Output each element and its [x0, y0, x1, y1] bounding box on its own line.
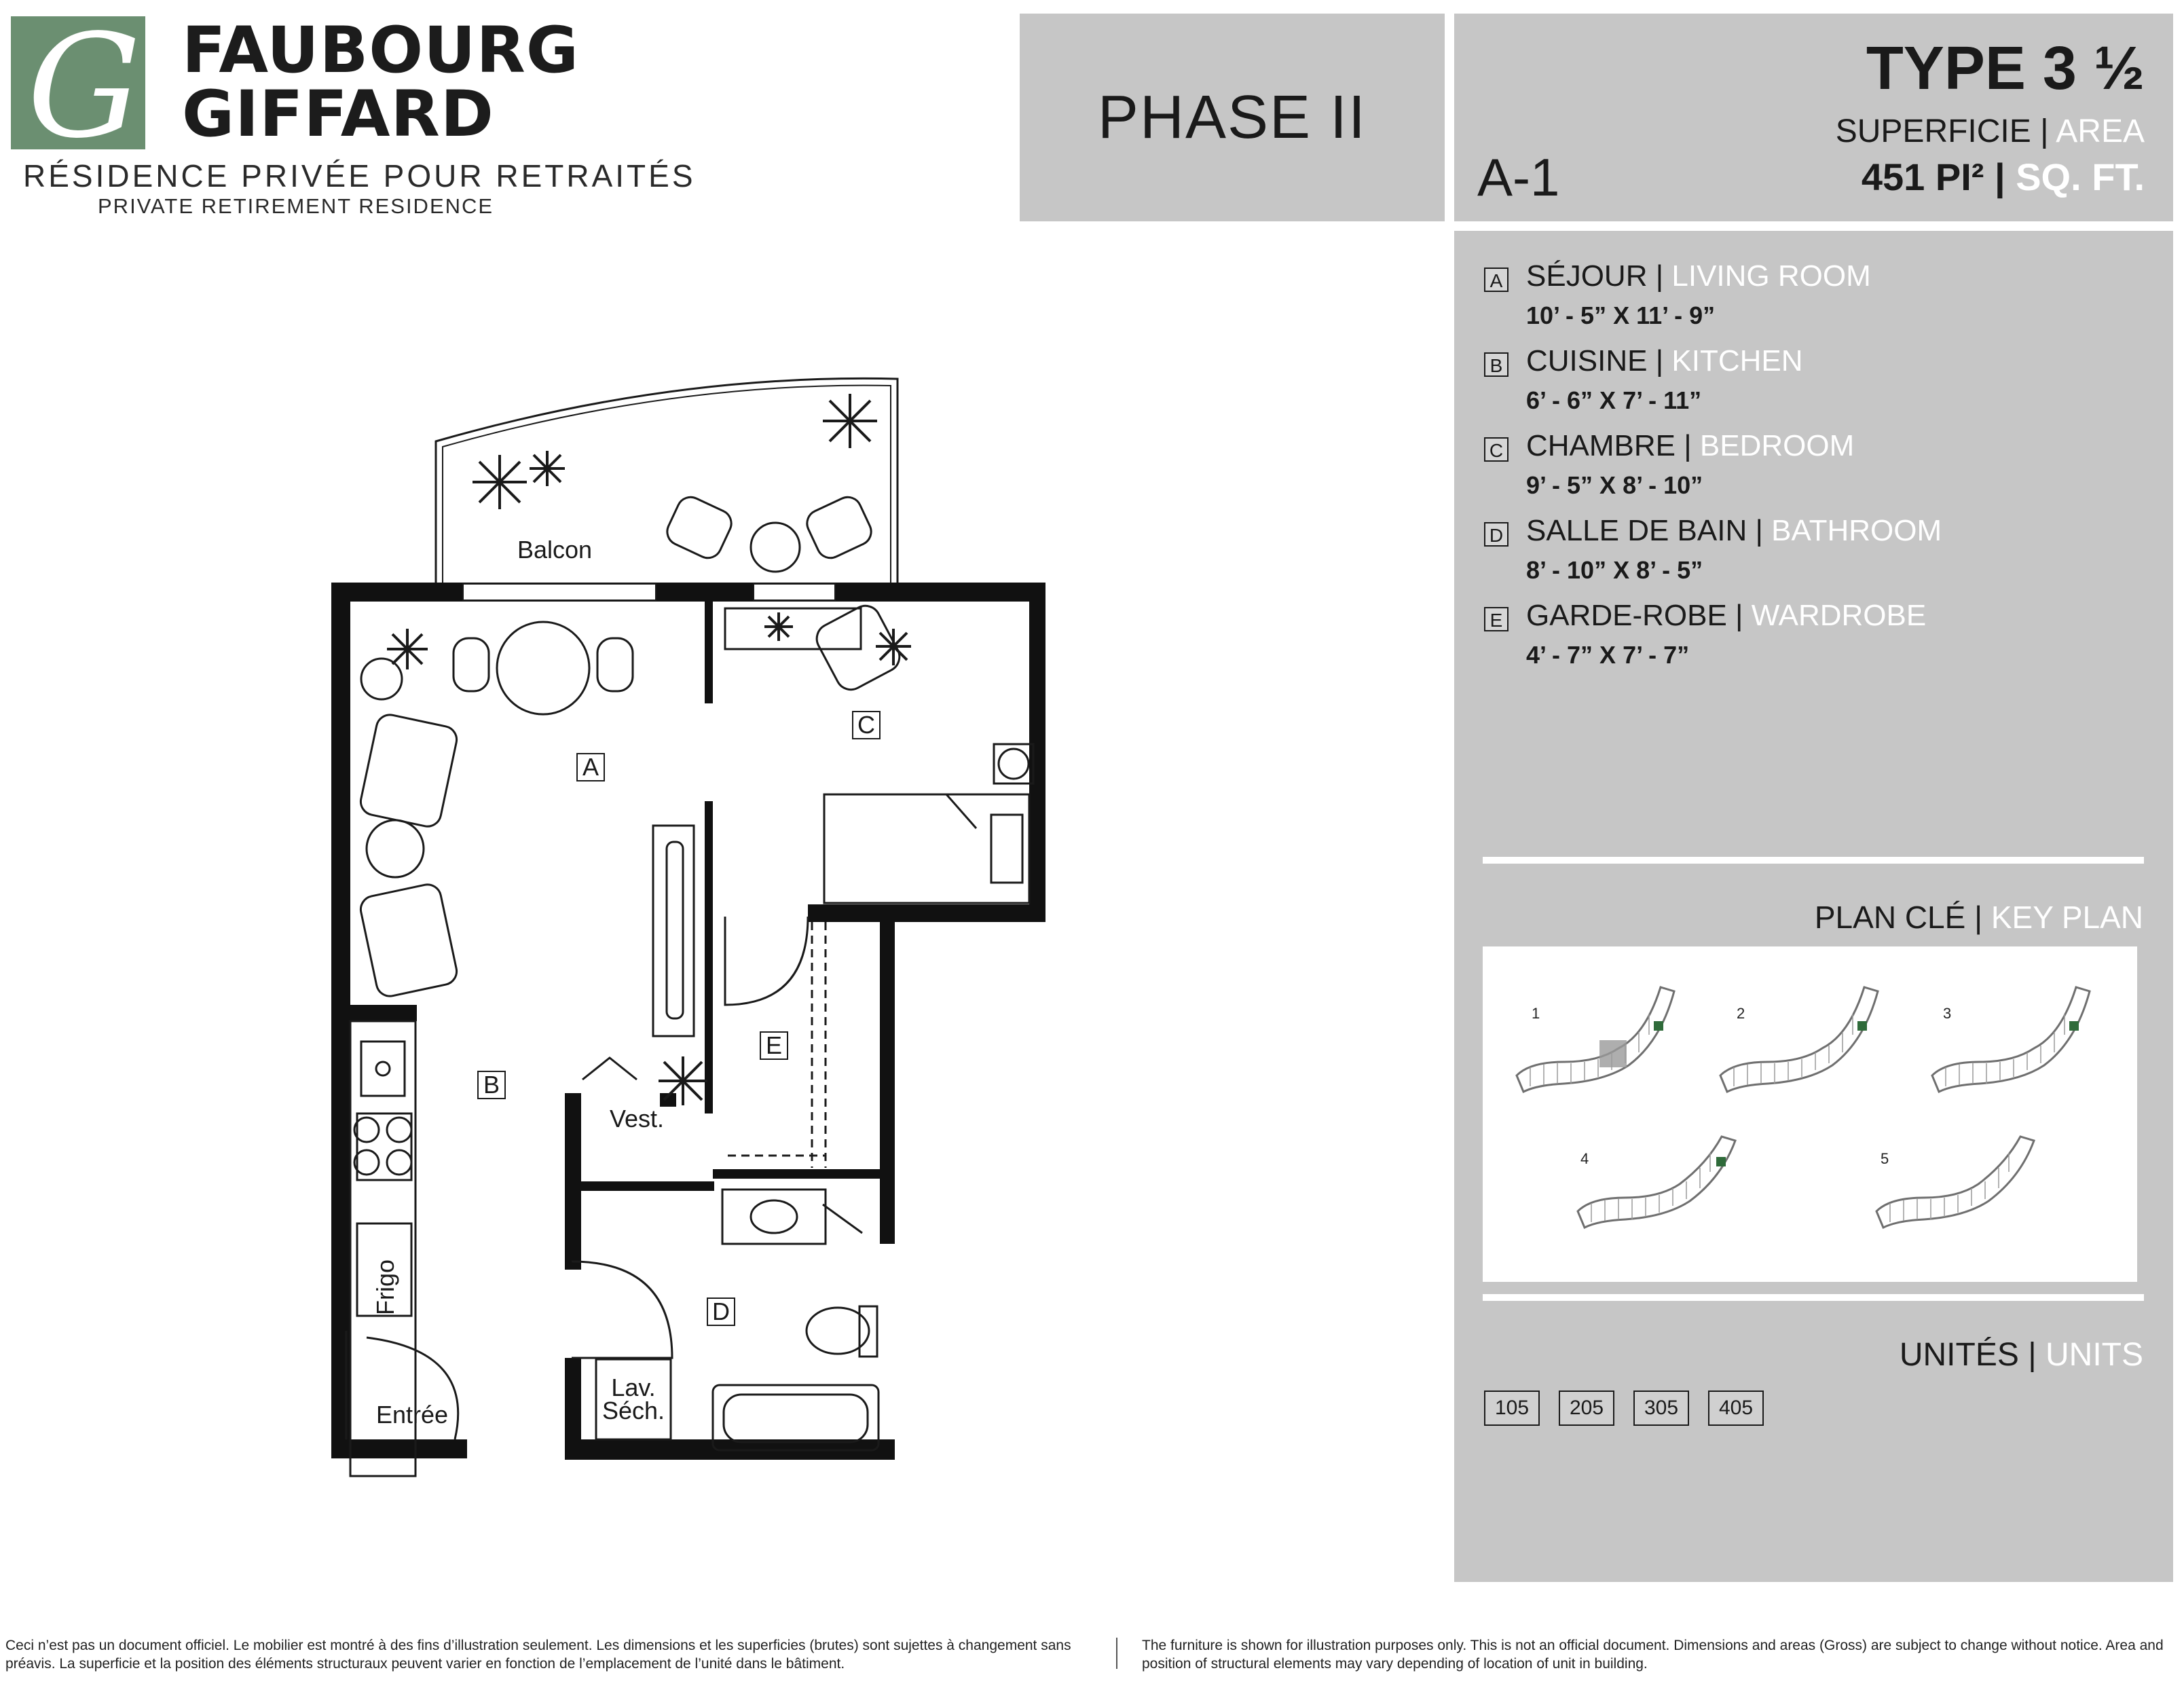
phase-box — [1020, 14, 1445, 221]
room-dimensions: 8’ - 10” X 8’ - 5” — [1526, 556, 1703, 584]
brand-name-line2: GIFFARD — [182, 77, 494, 151]
key-plan-floor-2 — [1720, 987, 1878, 1092]
unit-type-box — [1454, 14, 2173, 221]
room-badge: C — [1484, 437, 1509, 462]
unit-code: A-1 — [1477, 147, 1560, 207]
key-plan-image — [1483, 946, 2137, 1282]
room-dimensions: 10’ - 5” X 11’ - 9” — [1526, 301, 1716, 329]
units-title-en: UNITS — [2046, 1337, 2143, 1373]
room-name-fr: SALLE DE BAIN — [1526, 514, 1747, 547]
footer-divider — [1116, 1638, 1117, 1669]
logo-letter: G — [27, 16, 141, 149]
plan-label-vestibule: Vest. — [610, 1105, 665, 1133]
area-value: 451 PI² | SQ. FT. — [1861, 155, 2145, 198]
disclaimer-en: The furniture is shown for illustration purposes only. This is not an official document. Dimensions and areas (Gross) are subject to change without notice. Area and position of structural elements may vary depending of location of unit in building. — [1142, 1638, 2164, 1672]
info-panel — [1454, 231, 2173, 1582]
unit-chip: 405 — [1708, 1391, 1764, 1426]
floor-plan — [319, 367, 1066, 1507]
area-unit-en: SQ. FT. — [2016, 155, 2145, 198]
unit-chip: 305 — [1633, 1391, 1689, 1426]
room-badge: B — [1484, 352, 1509, 377]
plan-badge-b: B — [483, 1071, 500, 1099]
key-plan-title: PLAN CLÉ | KEY PLAN — [1814, 900, 2143, 935]
plan-label-entry: Entrée — [376, 1401, 449, 1429]
area-label: SUPERFICIE | AREA — [1835, 113, 2145, 149]
room-name: SÉJOUR | LIVING ROOM — [1526, 259, 1871, 293]
area-label-en: AREA — [2056, 113, 2145, 149]
room-name-fr: SÉJOUR — [1526, 259, 1648, 293]
plan-label-fridge: Frigo — [371, 1259, 399, 1316]
room-name-en: WARDROBE — [1751, 599, 1927, 632]
key-plan-title-fr: PLAN CLÉ — [1814, 900, 1966, 935]
room-dimensions: 9’ - 5” X 8’ - 10” — [1526, 471, 1703, 499]
room-dimensions: 4’ - 7” X 7’ - 7” — [1526, 641, 1690, 669]
room-badge: E — [1484, 607, 1509, 631]
key-plan-unit-marker — [1857, 1021, 1867, 1031]
brand-logo-mark — [11, 16, 145, 149]
key-plan-unit-marker — [2069, 1021, 2079, 1031]
panel-divider — [1483, 857, 2144, 864]
room-name-en: BEDROOM — [1699, 429, 1855, 462]
room-name-fr: CUISINE — [1526, 344, 1648, 378]
key-plan-floor-4 — [1578, 1137, 1735, 1228]
key-plan-floor-5 — [1876, 1137, 2034, 1228]
area-value-fr: 451 PI² — [1861, 155, 1984, 198]
room-dimensions: 6’ - 6” X 7’ - 11” — [1526, 386, 1702, 414]
plant-icons — [473, 394, 877, 509]
brand-subtitle-en: PRIVATE RETIREMENT RESIDENCE — [98, 194, 494, 218]
key-plan-floor-label: 4 — [1580, 1150, 1589, 1167]
key-plan-floor-label: 5 — [1881, 1150, 1889, 1167]
room-name-fr: GARDE-ROBE — [1526, 599, 1727, 632]
room-name: SALLE DE BAIN | BATHROOM — [1526, 514, 1942, 547]
key-plan-unit-highlight — [1599, 1040, 1627, 1067]
room-name: CUISINE | KITCHEN — [1526, 344, 1803, 378]
room-badge: D — [1484, 522, 1509, 547]
key-plan-unit-marker — [1716, 1157, 1726, 1166]
units-title: UNITÉS | UNITS — [1899, 1337, 2143, 1373]
balcony — [436, 378, 897, 583]
unit-chip: 105 — [1484, 1391, 1540, 1426]
unit-chip: 205 — [1559, 1391, 1614, 1426]
phase-label: PHASE II — [1097, 83, 1367, 151]
key-plan-drawing — [1483, 946, 2137, 1282]
area-label-fr: SUPERFICIE — [1835, 113, 2031, 149]
floor-plan-drawing — [319, 367, 1066, 1507]
key-plan-floor-label: 1 — [1532, 1005, 1540, 1022]
room-name-en: BATHROOM — [1771, 514, 1942, 547]
key-plan-unit-marker — [1654, 1021, 1663, 1031]
disclaimer-fr: Ceci n’est pas un document officiel. Le mobilier est montré à des fins d’illustration seulement. Les dimensions et les superficies (brutes) sont sujettes à changement sans préavis. La superficie et la position des éléments structuraux peuvent varier en fonction de l’emplacement de l’unité dans le bâtiment. — [5, 1638, 1071, 1672]
room-name-en: KITCHEN — [1671, 344, 1803, 378]
room-name-en: LIVING ROOM — [1671, 259, 1871, 293]
key-plan-title-en: KEY PLAN — [1991, 900, 2143, 935]
key-plan-floor-label: 2 — [1737, 1005, 1745, 1022]
balcony-furniture — [663, 493, 875, 572]
brand-name — [182, 14, 580, 151]
key-plan-floor-1 — [1517, 987, 1674, 1092]
room-name: GARDE-ROBE | WARDROBE — [1526, 599, 1927, 632]
plan-badge-e: E — [765, 1031, 783, 1059]
room-name-fr: CHAMBRE — [1526, 429, 1676, 462]
units-title-fr: UNITÉS — [1899, 1337, 2019, 1373]
room-badge: A — [1484, 268, 1509, 292]
key-plan-floor-3 — [1932, 987, 2090, 1092]
plan-label-laundry-1: Lav. — [611, 1374, 656, 1401]
plan-label-balcony: Balcon — [517, 536, 593, 564]
plan-badge-c: C — [857, 711, 875, 739]
room-name: CHAMBRE | BEDROOM — [1526, 429, 1855, 462]
brand-logo-icon — [11, 16, 145, 149]
living-room-furniture — [358, 622, 694, 1036]
plan-badge-d: D — [712, 1297, 730, 1325]
brand-name-line1: FAUBOURG — [182, 14, 580, 88]
brand-subtitle-fr: RÉSIDENCE PRIVÉE POUR RETRAITÉS — [23, 158, 696, 194]
panel-divider — [1483, 1294, 2144, 1301]
walls — [331, 583, 1045, 1460]
unit-type-title: TYPE 3 ½ — [1866, 35, 2145, 103]
plan-label-laundry-2: Séch. — [601, 1397, 665, 1424]
plan-badge-a: A — [582, 753, 599, 781]
key-plan-floor-label: 3 — [1943, 1005, 1952, 1022]
